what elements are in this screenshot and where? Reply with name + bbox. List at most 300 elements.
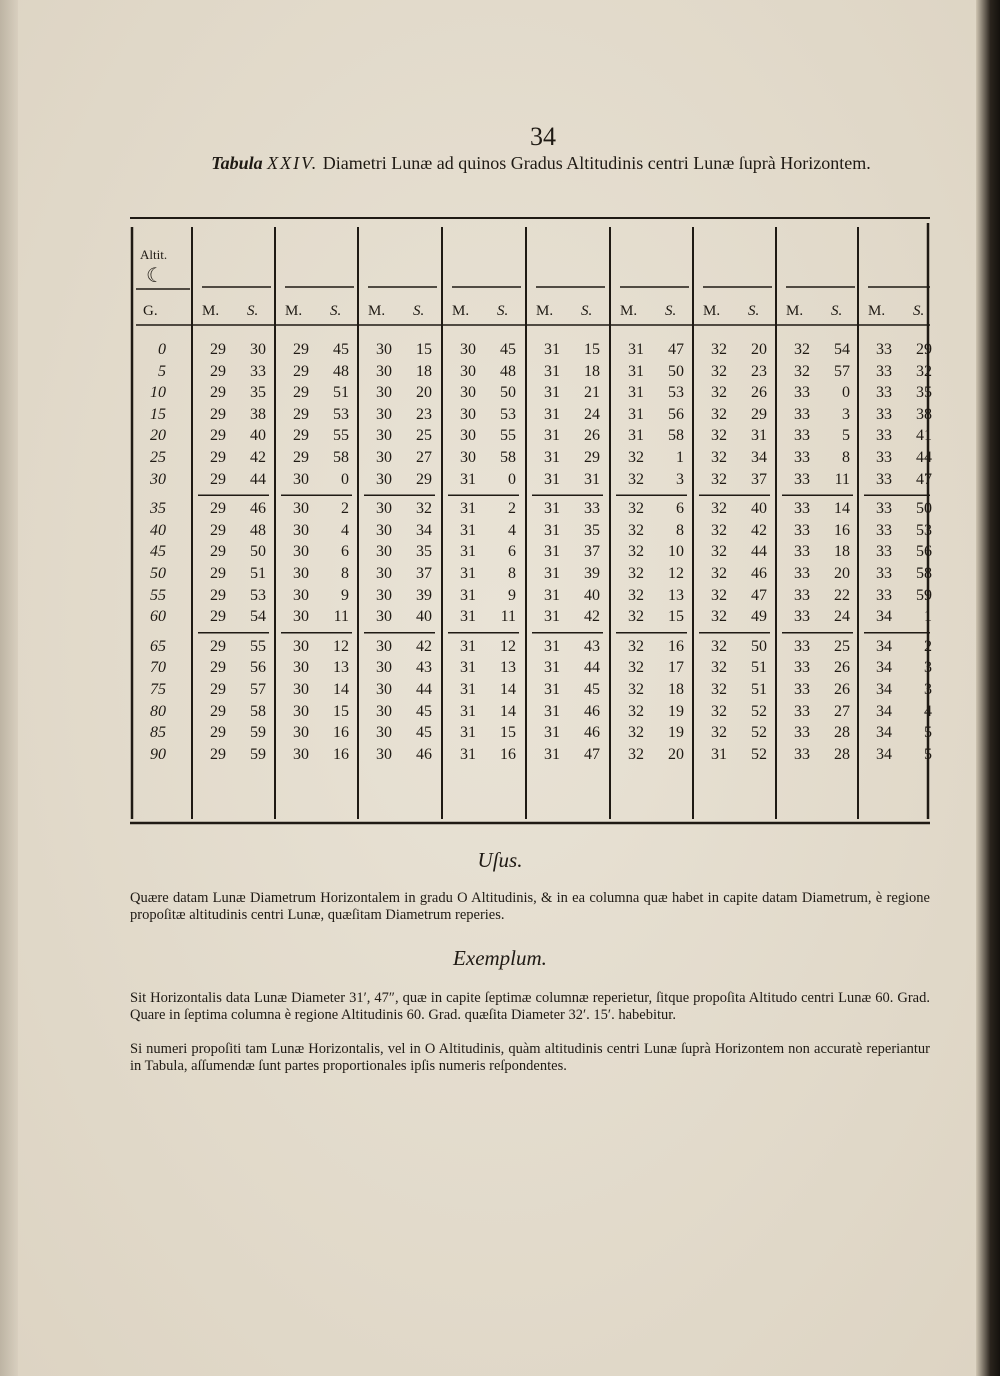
minutes-cell: 32: [628, 565, 644, 582]
minutes-cell: 30: [460, 449, 476, 466]
seconds-cell: 8: [341, 565, 349, 582]
minutes-cell: 30: [376, 608, 392, 626]
seconds-cell: 44: [584, 659, 600, 677]
altitude-cell: 75: [150, 681, 166, 698]
seconds-cell: 37: [751, 470, 767, 488]
minutes-cell: 31: [544, 543, 560, 561]
minutes-cell: 30: [293, 724, 309, 742]
minutes-cell: 34: [876, 702, 892, 720]
minutes-cell: 33: [794, 586, 810, 604]
minutes-cell: 33: [876, 543, 892, 561]
minutes-cell: 31: [460, 608, 476, 626]
minutes-cell: 32: [628, 500, 644, 518]
moon-icon: ☾: [146, 265, 164, 287]
seconds-cell: 37: [416, 565, 432, 582]
seconds-cell: 35: [250, 384, 266, 402]
table-row: [130, 638, 930, 660]
minutes-cell: 31: [544, 470, 560, 488]
seconds-cell: 58: [333, 449, 349, 466]
seconds-cell: 8: [842, 449, 850, 466]
seconds-cell: 58: [668, 427, 684, 445]
seconds-cell: 27: [416, 449, 432, 466]
header-seconds: S.: [665, 303, 677, 319]
minutes-cell: 30: [376, 427, 392, 445]
minutes-cell: 32: [711, 608, 727, 626]
minutes-cell: 33: [876, 362, 892, 380]
seconds-cell: 52: [751, 745, 767, 763]
header-altit: Altit.: [140, 247, 168, 262]
seconds-cell: 56: [250, 659, 266, 677]
seconds-cell: 13: [333, 659, 349, 677]
minutes-cell: 29: [210, 586, 226, 604]
minutes-cell: 32: [711, 586, 727, 604]
seconds-cell: 22: [834, 586, 850, 604]
seconds-cell: 15: [416, 341, 432, 358]
table-row: [130, 587, 930, 609]
seconds-cell: 49: [751, 608, 767, 626]
seconds-cell: 54: [834, 341, 850, 358]
minutes-cell: 33: [794, 681, 810, 698]
seconds-cell: 12: [668, 565, 684, 582]
page-number: 34: [530, 122, 556, 151]
minutes-cell: 29: [210, 724, 226, 742]
table-row: [130, 608, 930, 630]
minutes-cell: 32: [711, 521, 727, 539]
seconds-cell: 24: [834, 608, 850, 626]
seconds-cell: 26: [584, 427, 600, 445]
seconds-cell: 2: [508, 500, 516, 518]
seconds-cell: 15: [500, 724, 516, 742]
seconds-cell: 35: [584, 521, 600, 539]
table-row: [130, 522, 930, 544]
altitude-cell: 60: [150, 608, 166, 626]
minutes-cell: 31: [544, 565, 560, 582]
minutes-cell: 29: [210, 500, 226, 518]
minutes-cell: 29: [210, 470, 226, 488]
minutes-cell: 33: [794, 384, 810, 402]
seconds-cell: 6: [676, 500, 684, 518]
seconds-cell: 15: [668, 608, 684, 626]
minutes-cell: 29: [293, 405, 309, 423]
header-minutes: M.: [452, 303, 470, 319]
minutes-cell: 32: [711, 681, 727, 698]
seconds-cell: 40: [416, 608, 432, 626]
minutes-cell: 29: [210, 565, 226, 582]
seconds-cell: 42: [416, 637, 432, 655]
seconds-cell: 44: [416, 681, 432, 698]
header-minutes: M.: [786, 303, 804, 319]
minutes-cell: 32: [711, 449, 727, 466]
altitude-cell: 20: [150, 427, 166, 445]
seconds-cell: 34: [416, 521, 432, 539]
seconds-cell: 38: [250, 405, 266, 423]
seconds-cell: 13: [668, 586, 684, 604]
seconds-cell: 55: [250, 637, 266, 655]
minutes-cell: 30: [376, 637, 392, 655]
altitude-cell: 15: [150, 405, 166, 423]
caption-text: Diametri Lunæ ad quinos Gradus Altitudinis centri Lunæ ſuprà Horizontem.: [322, 153, 871, 173]
seconds-cell: 28: [834, 745, 850, 763]
minutes-cell: 32: [711, 724, 727, 742]
minutes-cell: 30: [376, 362, 392, 380]
seconds-cell: 50: [250, 543, 266, 561]
minutes-cell: 29: [210, 659, 226, 677]
seconds-cell: 53: [250, 586, 266, 604]
header-seconds: S.: [581, 303, 593, 319]
minutes-cell: 33: [794, 500, 810, 518]
table-row: [130, 449, 930, 471]
minutes-cell: 29: [210, 341, 226, 358]
minutes-cell: 29: [210, 427, 226, 445]
seconds-cell: 5: [842, 427, 850, 445]
seconds-cell: 25: [416, 427, 432, 445]
altitude-cell: 55: [150, 586, 166, 604]
seconds-cell: 24: [584, 405, 600, 423]
seconds-cell: 58: [250, 702, 266, 720]
altitude-cell: 45: [150, 543, 166, 561]
table-row: [130, 659, 930, 681]
seconds-cell: 3: [924, 659, 932, 677]
minutes-cell: 30: [376, 565, 392, 582]
minutes-cell: 30: [376, 521, 392, 539]
minutes-cell: 32: [628, 745, 644, 763]
seconds-cell: 43: [584, 637, 600, 655]
seconds-cell: 59: [250, 745, 266, 763]
seconds-cell: 14: [333, 681, 349, 698]
minutes-cell: 30: [376, 500, 392, 518]
minutes-cell: 32: [711, 543, 727, 561]
table-row: [130, 427, 930, 449]
seconds-cell: 20: [416, 384, 432, 402]
seconds-cell: 25: [834, 637, 850, 655]
minutes-cell: 33: [794, 565, 810, 582]
minutes-cell: 30: [376, 384, 392, 402]
header-seconds: S.: [748, 303, 760, 319]
seconds-cell: 57: [250, 681, 266, 698]
minutes-cell: 30: [293, 681, 309, 698]
seconds-cell: 55: [500, 427, 516, 445]
minutes-cell: 33: [876, 500, 892, 518]
minutes-cell: 32: [628, 449, 644, 466]
minutes-cell: 33: [794, 405, 810, 423]
minutes-cell: 34: [876, 659, 892, 677]
seconds-cell: 21: [584, 384, 600, 402]
seconds-cell: 14: [500, 681, 516, 698]
altitude-cell: 5: [158, 362, 166, 380]
minutes-cell: 30: [293, 659, 309, 677]
header-seconds: S.: [913, 303, 925, 319]
minutes-cell: 32: [711, 427, 727, 445]
minutes-cell: 33: [794, 637, 810, 655]
minutes-cell: 31: [460, 586, 476, 604]
seconds-cell: 0: [508, 470, 516, 488]
seconds-cell: 16: [668, 637, 684, 655]
minutes-cell: 30: [460, 427, 476, 445]
minutes-cell: 31: [460, 702, 476, 720]
seconds-cell: 2: [924, 637, 932, 655]
minutes-cell: 32: [628, 543, 644, 561]
minutes-cell: 31: [628, 362, 644, 380]
seconds-cell: 44: [916, 449, 932, 466]
seconds-cell: 4: [341, 521, 349, 539]
header-minutes: M.: [703, 303, 721, 319]
minutes-cell: 33: [876, 521, 892, 539]
minutes-cell: 34: [876, 608, 892, 626]
seconds-cell: 29: [584, 449, 600, 466]
minutes-cell: 30: [376, 681, 392, 698]
seconds-cell: 18: [416, 362, 432, 380]
seconds-cell: 44: [751, 543, 767, 561]
seconds-cell: 4: [508, 521, 516, 539]
minutes-cell: 30: [293, 637, 309, 655]
seconds-cell: 47: [584, 745, 600, 763]
seconds-cell: 18: [668, 681, 684, 698]
minutes-cell: 30: [293, 500, 309, 518]
minutes-cell: 30: [293, 543, 309, 561]
table-row: [130, 681, 930, 703]
seconds-cell: 11: [333, 608, 349, 626]
minutes-cell: 31: [460, 681, 476, 698]
minutes-cell: 31: [544, 724, 560, 742]
minutes-cell: 33: [876, 341, 892, 358]
seconds-cell: 17: [668, 659, 684, 677]
header-seconds: S.: [831, 303, 843, 319]
minutes-cell: 32: [711, 470, 727, 488]
seconds-cell: 47: [916, 470, 932, 488]
minutes-cell: 32: [711, 341, 727, 358]
table-row: [130, 384, 930, 406]
seconds-cell: 51: [333, 384, 349, 402]
exemplum-text-1: Sit Horizontalis data Lunæ Diameter 31′, 47″, quæ in capite ſeptimæ columnæ reperietur, ſitque propoſita Altitudo centri Lunæ 60. Grad. Quare in ſeptima columna è regione Altitudinis 60. Grad. quæſita Diameter 32′. 15′. habebitur.: [130, 990, 930, 1023]
book-spine: [976, 0, 1000, 1376]
seconds-cell: 35: [416, 543, 432, 561]
seconds-cell: 8: [508, 565, 516, 582]
seconds-cell: 47: [668, 341, 684, 358]
minutes-cell: 31: [544, 637, 560, 655]
seconds-cell: 45: [333, 341, 349, 358]
minutes-cell: 31: [628, 405, 644, 423]
seconds-cell: 37: [584, 543, 600, 561]
seconds-cell: 13: [500, 659, 516, 677]
seconds-cell: 59: [916, 586, 932, 604]
minutes-cell: 30: [376, 724, 392, 742]
seconds-cell: 29: [916, 341, 932, 358]
table-row: [130, 565, 930, 587]
seconds-cell: 48: [250, 521, 266, 539]
minutes-cell: 29: [210, 608, 226, 626]
seconds-cell: 29: [416, 470, 432, 488]
altitude-cell: 65: [150, 637, 166, 655]
seconds-cell: 58: [500, 449, 516, 466]
table-row: [130, 341, 930, 363]
minutes-cell: 31: [544, 659, 560, 677]
seconds-cell: 29: [751, 405, 767, 423]
minutes-cell: 31: [544, 449, 560, 466]
minutes-cell: 32: [794, 362, 810, 380]
minutes-cell: 30: [293, 608, 309, 626]
seconds-cell: 8: [676, 521, 684, 539]
minutes-cell: 33: [794, 608, 810, 626]
seconds-cell: 11: [500, 608, 516, 626]
header-seconds: S.: [497, 303, 509, 319]
minutes-cell: 30: [293, 565, 309, 582]
minutes-cell: 31: [460, 637, 476, 655]
minutes-cell: 29: [210, 384, 226, 402]
minutes-cell: 30: [376, 405, 392, 423]
minutes-cell: 33: [794, 521, 810, 539]
seconds-cell: 19: [668, 702, 684, 720]
seconds-cell: 53: [500, 405, 516, 423]
minutes-cell: 32: [711, 637, 727, 655]
header-seconds: S.: [247, 303, 259, 319]
minutes-cell: 30: [376, 702, 392, 720]
seconds-cell: 47: [751, 586, 767, 604]
seconds-cell: 32: [416, 500, 432, 518]
minutes-cell: 30: [293, 586, 309, 604]
minutes-cell: 29: [210, 681, 226, 698]
minutes-cell: 29: [210, 702, 226, 720]
minutes-cell: 30: [376, 470, 392, 488]
altitude-cell: 30: [150, 470, 166, 488]
seconds-cell: 48: [500, 362, 516, 380]
altitude-cell: 80: [150, 702, 166, 720]
minutes-cell: 34: [876, 681, 892, 698]
exemplum-text-2: Si numeri propoſiti tam Lunæ Horizontalis, vel in O Altitudinis, quàm altitudinis centri Lunæ ſuprà Horizontem non accuratè reperiantur in Tabula, aſſumendæ ſunt partes proportionales ipſis numeris reſpondentes.: [130, 1041, 930, 1074]
minutes-cell: 29: [210, 637, 226, 655]
minutes-cell: 31: [628, 384, 644, 402]
seconds-cell: 38: [916, 405, 932, 423]
seconds-cell: 6: [508, 543, 516, 561]
seconds-cell: 3: [676, 470, 684, 488]
minutes-cell: 31: [544, 608, 560, 626]
seconds-cell: 5: [924, 745, 932, 763]
minutes-cell: 29: [293, 341, 309, 358]
seconds-cell: 56: [668, 405, 684, 423]
seconds-cell: 45: [500, 341, 516, 358]
table-row: [130, 500, 930, 522]
table-row: [130, 703, 930, 725]
minutes-cell: 32: [711, 500, 727, 518]
table-row: [130, 724, 930, 746]
seconds-cell: 31: [751, 427, 767, 445]
table-row: [130, 746, 930, 768]
seconds-cell: 14: [500, 702, 516, 720]
minutes-cell: 33: [876, 449, 892, 466]
seconds-cell: 1: [676, 449, 684, 466]
minutes-cell: 30: [293, 745, 309, 763]
altitude-cell: 35: [150, 500, 166, 518]
seconds-cell: 43: [416, 659, 432, 677]
seconds-cell: 18: [834, 543, 850, 561]
table-row: [130, 406, 930, 428]
altitude-cell: 0: [158, 341, 166, 358]
minutes-cell: 29: [210, 521, 226, 539]
seconds-cell: 52: [751, 724, 767, 742]
exemplum-heading: Exemplum.: [453, 946, 547, 970]
minutes-cell: 32: [628, 702, 644, 720]
table-row: [130, 543, 930, 565]
header-g: G.: [143, 303, 158, 319]
header-minutes: M.: [202, 303, 220, 319]
minutes-cell: 30: [376, 449, 392, 466]
seconds-cell: 50: [500, 384, 516, 402]
seconds-cell: 39: [584, 565, 600, 582]
seconds-cell: 31: [584, 470, 600, 488]
minutes-cell: 33: [794, 724, 810, 742]
minutes-cell: 33: [794, 702, 810, 720]
minutes-cell: 29: [293, 427, 309, 445]
minutes-cell: 31: [544, 745, 560, 763]
table-row: [130, 471, 930, 493]
minutes-cell: 33: [794, 449, 810, 466]
seconds-cell: 51: [751, 681, 767, 698]
minutes-cell: 31: [544, 586, 560, 604]
minutes-cell: 32: [711, 702, 727, 720]
seconds-cell: 53: [668, 384, 684, 402]
seconds-cell: 45: [584, 681, 600, 698]
altitude-cell: 50: [150, 565, 166, 582]
seconds-cell: 30: [250, 341, 266, 358]
seconds-cell: 54: [250, 608, 266, 626]
minutes-cell: 31: [460, 470, 476, 488]
seconds-cell: 26: [834, 681, 850, 698]
seconds-cell: 0: [341, 470, 349, 488]
minutes-cell: 33: [876, 565, 892, 582]
minutes-cell: 33: [876, 405, 892, 423]
seconds-cell: 46: [584, 702, 600, 720]
minutes-cell: 31: [460, 565, 476, 582]
minutes-cell: 32: [628, 586, 644, 604]
seconds-cell: 0: [842, 384, 850, 402]
seconds-cell: 50: [668, 362, 684, 380]
header-seconds: S.: [413, 303, 425, 319]
seconds-cell: 18: [584, 362, 600, 380]
minutes-cell: 30: [293, 470, 309, 488]
minutes-cell: 32: [794, 341, 810, 358]
minutes-cell: 31: [460, 745, 476, 763]
header-minutes: M.: [536, 303, 554, 319]
seconds-cell: 45: [416, 702, 432, 720]
minutes-cell: 31: [711, 745, 727, 763]
altitude-cell: 40: [150, 521, 166, 539]
seconds-cell: 20: [834, 565, 850, 582]
seconds-cell: 42: [584, 608, 600, 626]
minutes-cell: 32: [711, 565, 727, 582]
minutes-cell: 31: [544, 427, 560, 445]
moon-diameter-table: [130, 217, 930, 826]
minutes-cell: 31: [460, 659, 476, 677]
seconds-cell: 45: [416, 724, 432, 742]
minutes-cell: 31: [460, 543, 476, 561]
minutes-cell: 33: [794, 745, 810, 763]
seconds-cell: 51: [250, 565, 266, 582]
minutes-cell: 29: [293, 384, 309, 402]
minutes-cell: 29: [293, 449, 309, 466]
seconds-cell: 53: [333, 405, 349, 423]
minutes-cell: 30: [460, 362, 476, 380]
seconds-cell: 16: [333, 745, 349, 763]
minutes-cell: 32: [628, 608, 644, 626]
seconds-cell: 20: [751, 341, 767, 358]
seconds-cell: 12: [500, 637, 516, 655]
altitude-cell: 25: [150, 449, 166, 466]
minutes-cell: 32: [628, 659, 644, 677]
altitude-cell: 90: [150, 745, 166, 763]
minutes-cell: 32: [711, 659, 727, 677]
seconds-cell: 20: [668, 745, 684, 763]
minutes-cell: 30: [376, 341, 392, 358]
minutes-cell: 33: [876, 427, 892, 445]
